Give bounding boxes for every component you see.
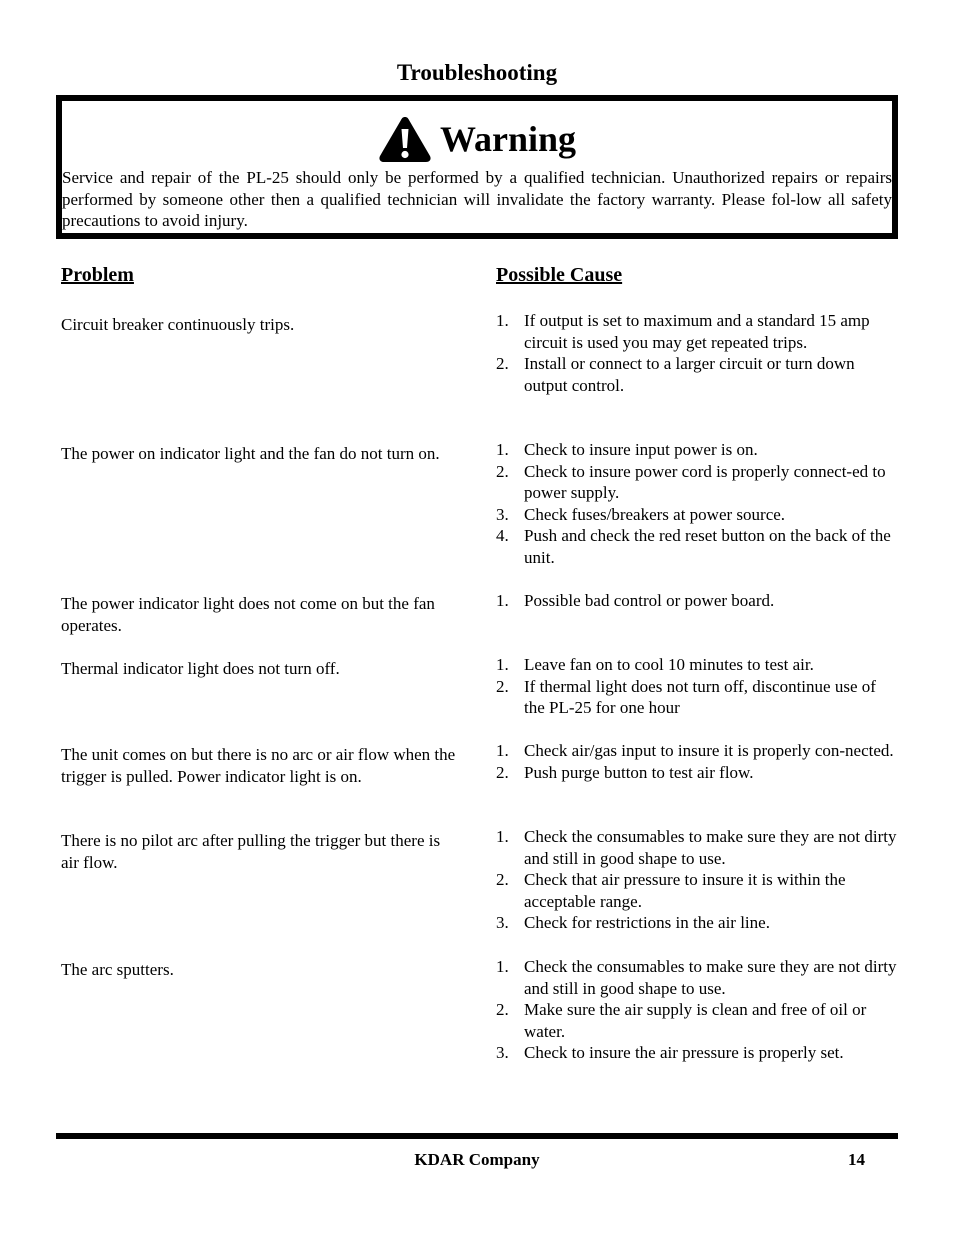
cause-number: 2. — [496, 1000, 509, 1019]
warning-triangle-icon — [378, 115, 432, 163]
cause-list — [496, 740, 898, 783]
cause-text: Push purge button to test air flow. — [524, 762, 754, 782]
cause-text: Check for restrictions in the air line. — [524, 913, 770, 932]
cause-number: 1. — [496, 440, 509, 459]
cause-number: 1. — [496, 311, 509, 330]
cause-item — [496, 826, 898, 869]
cause-list — [496, 439, 898, 568]
cause-number: 1. — [496, 827, 509, 846]
cause-text: Leave fan on to cool 10 minutes to test air. — [524, 655, 814, 674]
cause-item — [496, 310, 898, 353]
cause-item — [496, 869, 898, 912]
cause-text: Install or connect to a larger circuit or turn down output control. — [524, 354, 855, 395]
problem-column-header: Problem — [61, 264, 134, 286]
page-title: Troubleshooting — [396, 60, 558, 85]
cause-text: Check the consumables to make sure they are not dirty and still in good shape to use. — [524, 827, 897, 868]
cause-text: Check to insure input power is on. — [524, 440, 758, 459]
cause-item — [496, 461, 898, 504]
cause-number: 3. — [496, 913, 509, 932]
warning-text: Service and repair of the PL-25 should only be performed by a qualified technician. Unauthorized repairs or repairs performed by someone other then a qualified technician will invalidate the factory warranty. Please fol-low all safety precautions to avoid injury. — [62, 168, 892, 230]
cause-number: 1. — [496, 741, 509, 760]
cause-item — [496, 956, 898, 999]
cause-text: Make sure the air supply is clean and free of oil or water. — [524, 1000, 867, 1041]
cause-item — [496, 762, 898, 784]
cause-list — [496, 310, 898, 396]
cause-item — [496, 590, 898, 612]
cause-text: Check to insure power cord is properly connect-ed to power supply. — [524, 461, 886, 502]
cause-list — [496, 956, 898, 1064]
cause-item — [496, 654, 898, 676]
cause-text: Push and check the red reset button on the back of the unit. — [524, 526, 891, 567]
cause-text: Possible bad control or power board. — [524, 591, 775, 610]
cause-text: If output is set to maximum and a standard 15 amp circuit is used you may get repeated trips. — [524, 311, 870, 352]
cause-number: 3. — [496, 504, 509, 524]
cause-text: Check fuses/breakers at power source. — [524, 504, 786, 524]
cause-number: 2. — [496, 762, 509, 782]
warning-box — [56, 95, 898, 239]
cause-item — [496, 504, 898, 526]
cause-list — [496, 826, 898, 934]
cause-item — [496, 1042, 898, 1064]
cause-text: Check to insure the air pressure is properly set. — [524, 1043, 844, 1062]
problem-text: The arc sputters. — [61, 960, 174, 979]
cause-list — [496, 590, 898, 612]
cause-number: 2. — [496, 870, 509, 889]
cause-number: 2. — [496, 461, 509, 481]
warning-heading — [62, 109, 892, 169]
cause-item — [496, 676, 898, 719]
cause-number: 4. — [496, 526, 509, 545]
cause-list — [496, 654, 898, 719]
cause-item — [496, 439, 898, 461]
cause-item — [496, 525, 898, 568]
cause-text: Check the consumables to make sure they are not dirty and still in good shape to use. — [524, 957, 897, 998]
problem-text: There is no pilot arc after pulling the trigger but there is air flow. — [61, 831, 441, 872]
problem-text: The unit comes on but there is no arc or air flow when the trigger is pulled. Power indicator light is on. — [61, 745, 456, 786]
footer-company: KDAR Company — [414, 1150, 540, 1169]
cause-number: 1. — [496, 655, 509, 674]
cause-item — [496, 912, 898, 934]
cause-item — [496, 999, 898, 1042]
warning-title: Warning — [439, 119, 577, 159]
cause-number: 2. — [496, 354, 509, 373]
cause-item — [496, 353, 898, 396]
cause-number: 1. — [496, 591, 509, 610]
problem-text: The power on indicator light and the fan do not turn on. — [61, 444, 440, 463]
cause-text: If thermal light does not turn off, discontinue use of the PL-25 for one hour — [524, 676, 876, 717]
cause-column-header: Possible Cause — [496, 264, 623, 286]
cause-text: Check air/gas input to insure it is properly con-nected. — [524, 741, 894, 760]
problem-text: Thermal indicator light does not turn off. — [61, 659, 340, 678]
cause-text: Check that air pressure to insure it is within the acceptable range. — [524, 870, 846, 911]
page-number: 14 — [848, 1150, 865, 1169]
cause-item — [496, 740, 898, 762]
footer-divider — [56, 1133, 898, 1139]
cause-number: 3. — [496, 1043, 509, 1062]
cause-number: 1. — [496, 957, 509, 976]
problem-text: The power indicator light does not come on but the fan operates. — [61, 594, 435, 635]
problem-text: Circuit breaker continuously trips. — [61, 315, 295, 334]
cause-number: 2. — [496, 676, 509, 696]
